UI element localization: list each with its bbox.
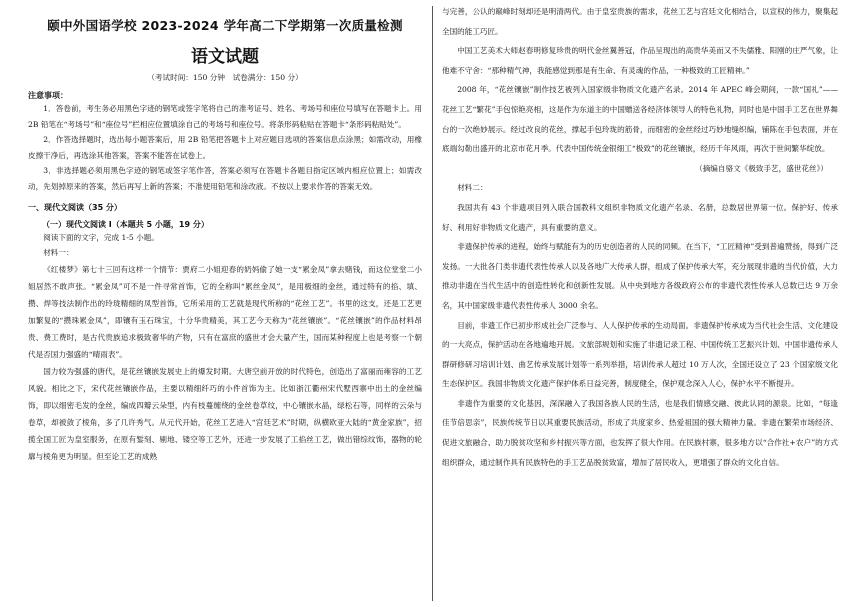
reading-prompt: 阅读下面的文字，完成 1-5 小题。 bbox=[43, 232, 159, 242]
material1-paragraph-4: 中国工艺美术大师赵春明修复珍贵的明代金丝翼善冠，作品呈现出的高贵华美而又不失儒雅、阳刚的庄严气象，让他难不守舍：“那种精气神，我能感觉到那是有生命、有灵魂的作品，一种极致的工匠精神。” bbox=[442, 46, 838, 75]
section-heading: 一、现代文阅读（35 分） bbox=[28, 202, 122, 212]
material1-paragraph-2: 国力较为强盛的唐代，是花丝镶嵌发展史上的爆发时期。大唐空前开放的时代特色，创造出了富丽而雍容的工艺风貌。相比之下，宋代花丝镶嵌作品，主要以精细纤巧的小件首饰为主。比如浙江衢州宋代墅西寨中出土的金丝编饰，即以细密毛发的金丝，编成四瓣云朵型，内有枝蔓缠绕的金丝卷草纹，中心镶嵌水晶，绿松石等，同样的云朵与卷草，却被敛了棱角，多了几许秀气。从元代开始，花丝工艺进入“宫廷艺术”时期，纵横欧亚大陆的“黄金家族”，招揽全国工匠为皇室服务，在原有錾刻、剔地、镂空等工艺外，还进一步发展了工掐丝工艺，做出错综纹饰，器物的轮廓与棱角更为明显。但至论工艺的成熟 bbox=[28, 366, 422, 461]
subject-title: 语文试题 bbox=[191, 47, 259, 67]
exam-info: （考试时间：150 分钟 试卷满分：150 分） bbox=[147, 73, 303, 82]
material1-source: （摘编自骆文《极致手艺，盛世花丝》） bbox=[695, 163, 828, 173]
material1-paragraph-1: 《红楼梦》第七十三回有这样一个情节：贾府二小姐迎春的奶妈偷了她一支“累金凤”拿去赌钱，而这位堂堂二小姐居然不敢声张。“累金凤”可不是一件寻常首饰，它的全称叫“累丝金凤”，是用极细的金丝，通过特有的掐、填、攒、焊等技法制作出的玲珑精细的凤型首饰，它所采用的工艺就是现代所称的“花丝工艺”。书里的这支，还是工艺更加繁复的“攒珠累金凤”，即镶有玉石珠宝，十分华贵精美，其工艺今天称为“花丝镶嵌”。“花丝镶嵌”的作品材料昂贵、费工费时，是古代贵族追求极致奢华的产物，只有在富庶的盛世才会大量产生，国而某种程度上也是考察一个朝代是否国力强盛的“晴雨表”。 bbox=[28, 264, 422, 359]
material2-paragraph-1: 我国共有 43 个非遗项目列入联合国教科文组织非物质文化遗产名录、名册，总数居世界第一位。保护好、传承好、利用好非物质文化遗产，具有重要的意义。 bbox=[442, 202, 838, 232]
material2-paragraph-2: 非遗保护传承的进程，始终与赋能有为的历史创造者的人民的同频。在当下，“工匠精神”受到普遍赞扬，得到广泛发扬。一大批各门类非遗代表性传承人以及各地广大传承人群，组成了保护传承大军，充分展现非遗的当代价值，大力推动非遗在当代生活中的创造性转化和创新性发展。从中央到地方各级政府公布的非遗代表性传承人总数已达 9 万余名，其中国家级非遗代表性传承人 3000 余名。 bbox=[442, 242, 838, 310]
material2-label: 材料二： bbox=[457, 183, 488, 193]
instruction-item-2: 2．作答选择题时，选出每小题答案后，用 2B 铅笔把答题卡上对应题目选项的答案信息点涂黑；如需改动，用橡皮擦干净后，再选涂其他答案，答案不能答在试卷上。 bbox=[28, 135, 422, 160]
material1-label: 材料一： bbox=[43, 248, 74, 258]
instructions-heading: 注意事项： bbox=[28, 91, 68, 100]
material1-paragraph-5: 2008 年，“花丝镶嵌”制作技艺被列入国家级非物质文化遗产名录。2014 年 APEC 峰会期间，一款“国礼”——花丝工艺“繁花”手包惊艳亮相，这是作为东道主的中国赠送各经济体领导人的特色礼物，同时也是中国手工艺在世界舞台的一次绝妙展示。经过改良的花丝，撑起手包玲珑的筋骨，而细密的金丝经过巧妙地缝织编，铺陈在手包表面，并在底端勾勒出盛开的北京市花月季。代表中国传统金银细工“极致”的花丝镶嵌，经历千年风雨，再次于世间繁华绽放。 bbox=[442, 85, 838, 154]
material2-paragraph-4: 非遗作为重要的文化基因，深深融入了我国各族人民的生活，也是我们情感交融、彼此认同的源泉。比如，“每逢佳节倍思亲”，民族传统节日以其重要民族活动，形成了共度家乡、热爱祖国的强大精神力量。非遗在繁荣市场经济、促进文旅融合、助力脱贫攻坚和乡村振兴等方面，也发挥了很大作用。在民族村寨，很多地方以“合作社+农户”的方式组织群众，通过制作具有民族特色的手工艺品脱贫致富，增加了居民收入，更增强了群众的文化自信。 bbox=[442, 398, 838, 467]
material1-paragraph-3: 与完善，公认的巅峰时刻却还是明清两代。由于皇室贵族的需求，花丝工艺与宫廷文化相结合，以宣权的伟力，聚集起全国的能工巧匠。 bbox=[442, 7, 838, 36]
instruction-item-3: 3．非选择题必须用黑色字迹的钢笔或签字笔作答，答案必须写在答题卡各题目指定区域内相应位置上；如需改动，先划掉原来的答案，然后再写上新的答案；不准使用铅笔和涂改液。不按以上要求作答的答案无效。 bbox=[28, 166, 422, 191]
section-subheading: （一）现代文阅读 Ⅰ（本题共 5 小题，19 分） bbox=[42, 219, 209, 229]
left-column bbox=[28, 0, 422, 465]
material2-paragraph-3: 目前，非遗工作已初步形成社会广泛参与、人人保护传承的生动局面。非遗保护传承成为当代社会生活、文化建设的一大亮点，保护活动在各地遍地开展。文旅部规划和实施了非遗记录工程、中国传统工艺振兴计划、中国非遗传承人群研修研习培训计划、曲艺传承发展计划等一系列举措，培训传承人超过 10 万人次，全国还设立了 23 个国家级文化生态保护区。我国非物质文化遗产保护体系日益完善，制度健全，保护观念深入人心，保护水平不断提升。 bbox=[442, 320, 838, 389]
exam-title: 颐中外国语学校 2023-2024 学年高二下学期第一次质量检测 bbox=[47, 18, 403, 33]
right-column bbox=[442, 2, 838, 472]
instruction-item-1: 1．答卷前，考生务必用黑色字迹的钢笔或签字笔将自己的准考证号、姓名、考场号和座位号填写在答题卡上。用 2B 铅笔在“考场号”和“座位号”栏相应位置填涂自己的考场号和座位号。将条形码粘贴在答题卡“条形码粘贴处”。 bbox=[28, 104, 422, 129]
column-divider bbox=[432, 6, 433, 601]
